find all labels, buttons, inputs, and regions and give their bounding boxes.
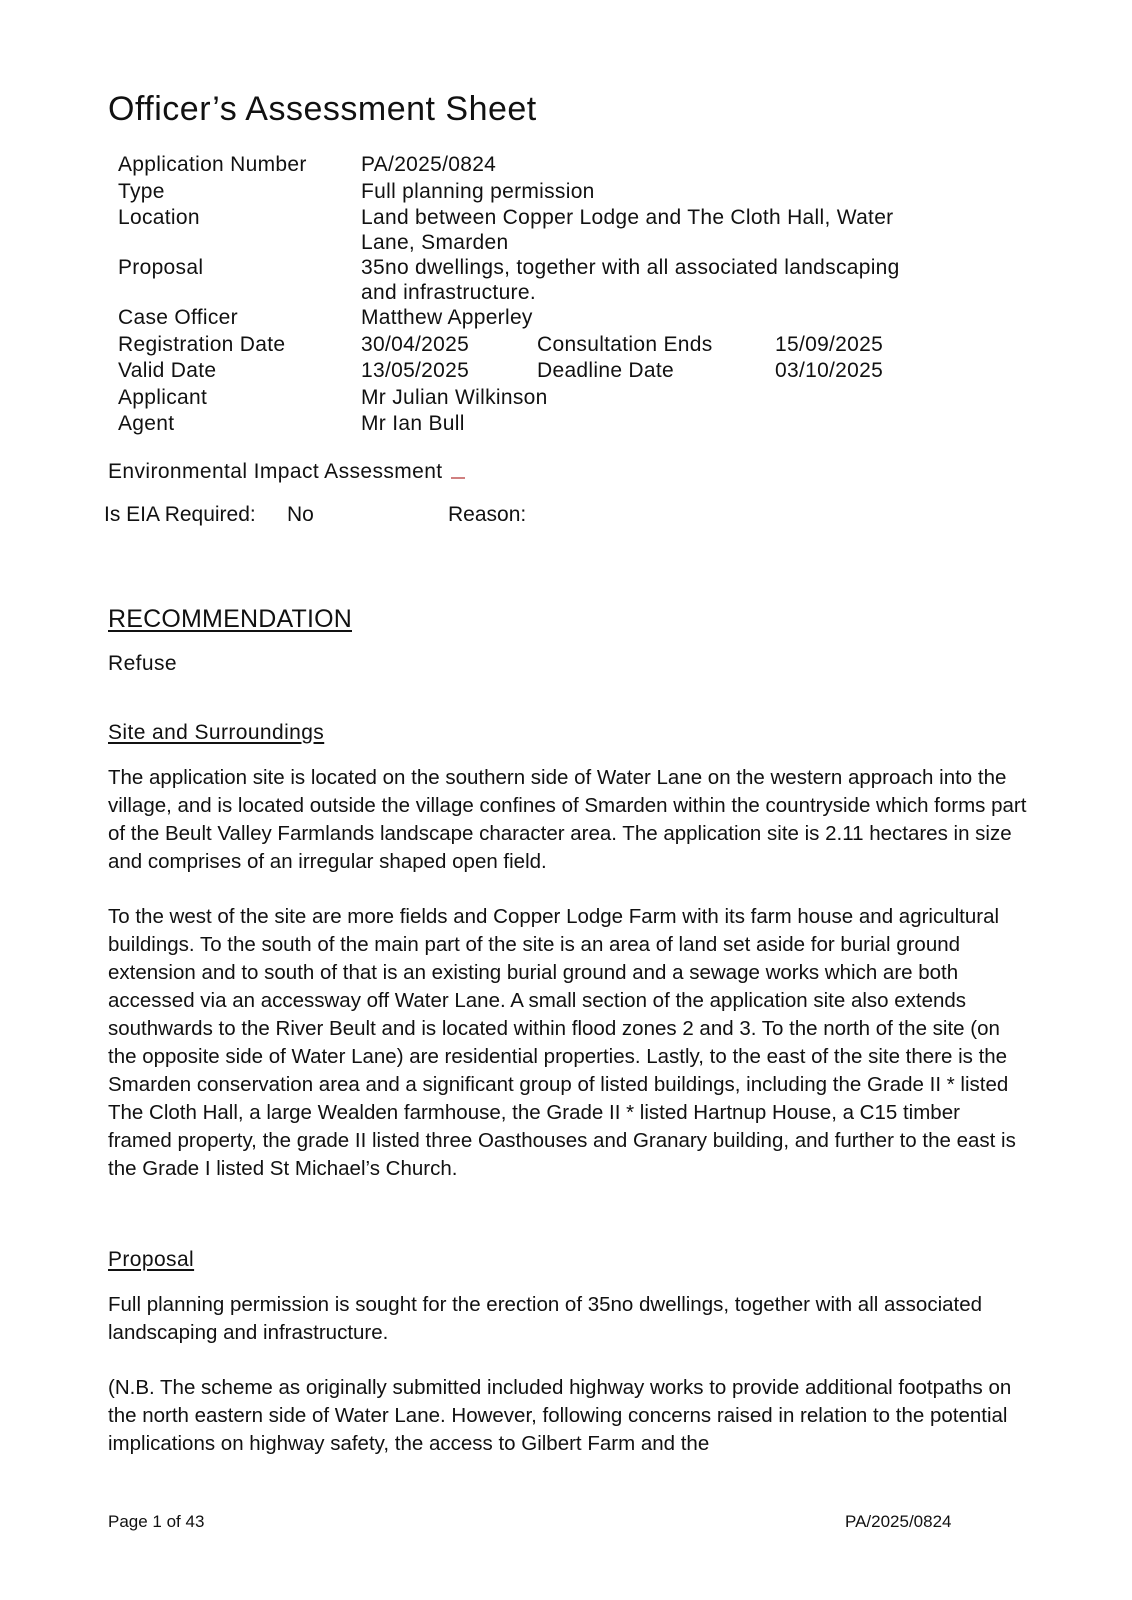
value-application-number: PA/2025/0824 [361,153,497,176]
value-valid-date: 13/05/2025 [361,359,470,382]
label-application-number: Application Number [118,153,307,176]
site-paragraph-2: To the west of the site are more fields and Copper Lodge Farm with its farm house and agricultural buildings. To the south of the main part of the site is an area of land set aside for burial ground extension and to south of that is an existing burial ground and a sewage works which are both accessed via an accessway off Water Lane. A small section of the application site also extends southwards to the River Beult and is located within flood zones 2 and 3. To the north of the site (on the opposite side of Water Lane) are residential properties. Lastly, to the east of the site there is the Smarden conservation area and a significant group of listed buildings, including the Grade II * listed The Cloth Hall, a large Wealden farmhouse, the Grade II * listed Hartnup House, a C15 timber framed property, the grade II listed three Oasthouses and Granary building, and further to the east is the Grade I listed St Michael’s Church. [108,905,1016,1180]
row-location [118,205,926,255]
page-number: Page 1 of 43 [108,1512,205,1531]
value-agent: Mr Ian Bull [361,412,465,435]
row-registration-date [118,332,926,359]
recommendation-value: Refuse [108,652,177,675]
eia-reason-label: Reason: [448,503,527,526]
recommendation-heading: RECOMMENDATION [108,605,352,633]
label-location: Location [118,206,200,229]
eia-required-label: Is EIA Required: [104,503,256,526]
proposal-heading: Proposal [108,1248,195,1271]
eia-mark-icon [451,477,465,479]
row-agent [118,411,926,438]
label-proposal: Proposal [118,256,204,279]
value-registration-date: 30/04/2025 [361,332,470,356]
value-deadline-date: 03/10/2025 [775,359,884,382]
label-agent: Agent [118,412,175,435]
label-case-officer: Case Officer [118,306,238,329]
page-title: Officer’s Assessment Sheet [108,90,537,128]
footer-reference: PA/2025/0824 [845,1512,952,1531]
label-applicant: Applicant [118,385,208,409]
row-proposal [118,255,926,305]
label-deadline-date: Deadline Date [537,359,674,382]
site-surroundings-heading: Site and Surroundings [108,721,325,744]
value-applicant: Mr Julian Wilkinson [361,385,548,409]
label-valid-date: Valid Date [118,359,217,382]
proposal-paragraph-1: Full planning permission is sought for the erection of 35no dwellings, together with all associated landscaping and infrastructure. [108,1293,983,1344]
label-type: Type [118,179,165,203]
proposal-paragraph-2: (N.B. The scheme as originally submitted included highway works to provide additional footpaths on the north eastern side of Water Lane. However, following concerns raised in relation to the potential implications on highway safety, the access to Gilbert Farm and the [108,1376,1012,1455]
application-details [118,152,926,438]
value-proposal: 35no dwellings, together with all associated landscaping and infrastructure. [361,256,900,304]
eia-heading-text: Environmental Impact Assessment [108,460,443,483]
row-valid-date [118,358,926,385]
row-applicant [118,385,926,412]
value-case-officer: Matthew Apperley [361,306,533,329]
value-location: Land between Copper Lodge and The Cloth Hall, Water Lane, Smarden [361,206,894,254]
site-paragraph-1: The application site is located on the southern side of Water Lane on the western approach into the village, and is located outside the village confines of Smarden within the countryside which forms part of the Beult Valley Farmlands landscape character area. The application site is 2.11 hectares in size and comprises of an irregular shaped open field. [108,766,1027,873]
row-case-officer [118,305,926,332]
value-consultation-ends: 15/09/2025 [775,332,884,356]
eia-required-value: No [287,503,314,526]
label-registration-date: Registration Date [118,332,286,356]
value-type: Full planning permission [361,179,595,203]
row-application-number [118,152,926,179]
row-type [118,179,926,206]
eia-heading [108,460,465,484]
label-consultation-ends: Consultation Ends [537,332,713,356]
